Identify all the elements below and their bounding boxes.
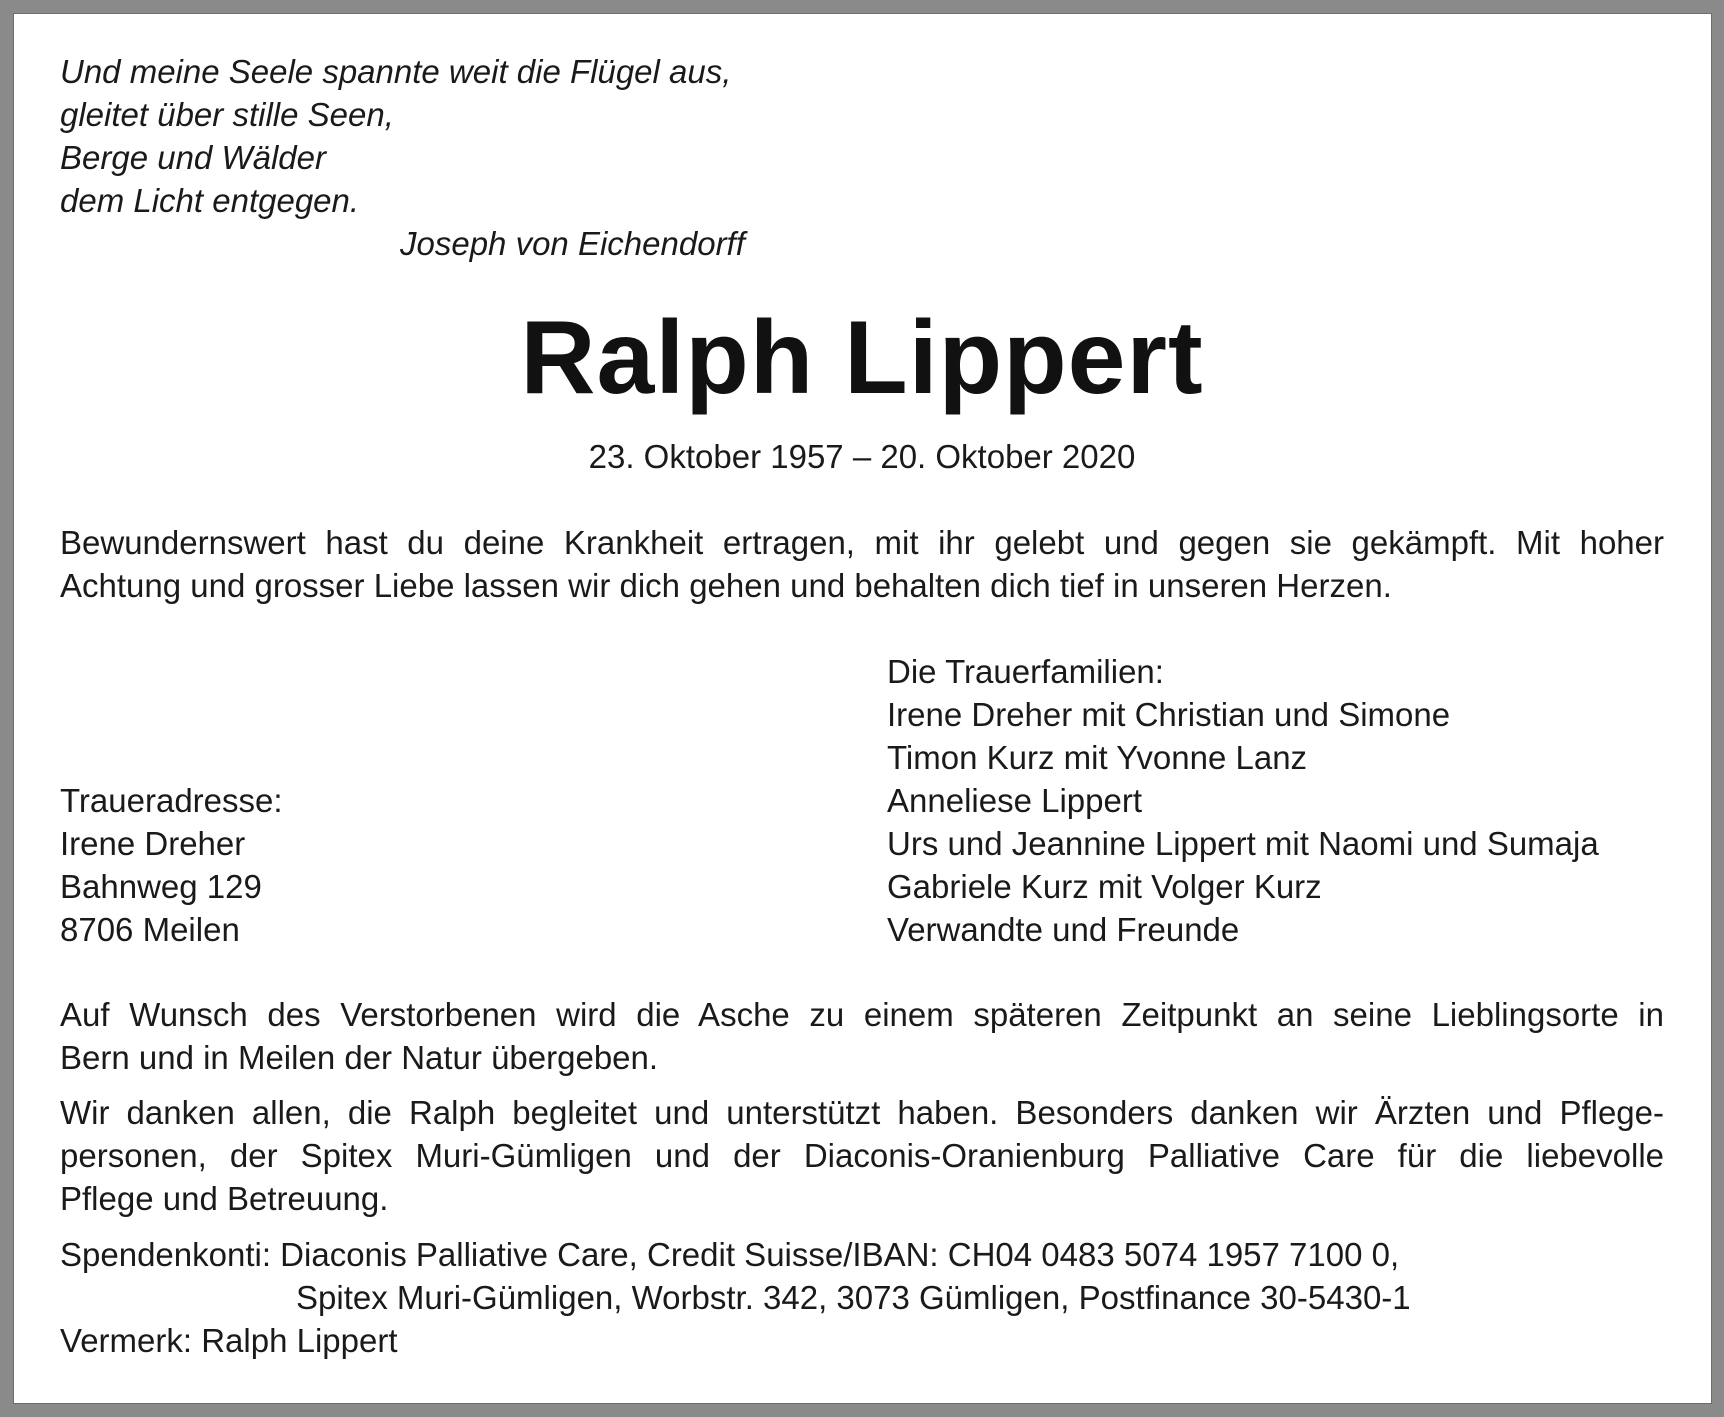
ashes-paragraph <box>60 993 1664 1079</box>
address-line: 8706 Meilen <box>60 911 240 948</box>
family-member: Timon Kurz mit Yvonne Lanz <box>887 739 1308 776</box>
donation-line: Spendenkonti: Diaconis Palliative Care, Credit Suisse/IBAN: CH04 0483 5074 1957 7100 0, <box>60 1236 1400 1273</box>
address-heading: Traueradresse: <box>60 782 283 819</box>
thanks-line: personen, der Spitex Muri-Gümligen und der Diaconis-Oranienburg Palliative Care für die liebevolle <box>60 1137 1664 1174</box>
mourning-address <box>60 779 283 951</box>
life-dates: 23. Oktober 1957 – 20. Oktober 2020 <box>588 438 1136 475</box>
family-member: Anneliese Lippert <box>887 782 1143 819</box>
tribute-line: Bewundernswert hast du deine Krankheit ertragen, mit ihr gelebt und gegen sie gekämpft. Mit hoher <box>60 524 1664 561</box>
ashes-line: Auf Wunsch des Verstorbenen wird die Asche zu einem späteren Zeitpunkt an seine Lieblingsorte in <box>60 996 1664 1033</box>
address-line: Bahnweg 129 <box>60 868 262 905</box>
mourning-families <box>887 650 1599 951</box>
family-member: Gabriele Kurz mit Volger Kurz <box>887 868 1322 905</box>
deceased-name: Ralph Lippert <box>520 300 1204 416</box>
families-heading: Die Trauerfamilien: <box>887 653 1164 690</box>
donation-note: Vermerk: Ralph Lippert <box>60 1322 398 1359</box>
thanks-paragraph <box>60 1091 1664 1220</box>
poem <box>60 50 745 265</box>
tribute-line: Achtung und grosser Liebe lassen wir dich gehen und behalten dich tief in unseren Herzen. <box>60 567 1392 604</box>
poem-line: dem Licht entgegen. <box>60 182 360 219</box>
family-member: Urs und Jeannine Lippert mit Naomi und Sumaja <box>887 825 1599 862</box>
tribute-paragraph <box>60 521 1664 607</box>
poem-line: gleitet über stille Seen, <box>60 96 394 133</box>
family-member: Verwandte und Freunde <box>887 911 1240 948</box>
poem-author: Joseph von Eichendorff <box>400 225 745 262</box>
family-member: Irene Dreher mit Christian und Simone <box>887 696 1451 733</box>
poem-line: Und meine Seele spannte weit die Flügel aus, <box>60 53 732 90</box>
donation-line: Spitex Muri-Gümligen, Worbstr. 342, 3073 Gümligen, Postfinance 30-5430-1 <box>296 1279 1411 1316</box>
address-line: Irene Dreher <box>60 825 246 862</box>
poem-line: Berge und Wälder <box>60 139 326 176</box>
thanks-line: Wir danken allen, die Ralph begleitet und unterstützt haben. Besonders danken wir Ärzten und Pflege- <box>60 1094 1664 1131</box>
donation-accounts <box>60 1233 1411 1362</box>
ashes-line: Bern und in Meilen der Natur übergeben. <box>60 1039 659 1076</box>
thanks-line: Pflege und Betreuung. <box>60 1180 389 1217</box>
